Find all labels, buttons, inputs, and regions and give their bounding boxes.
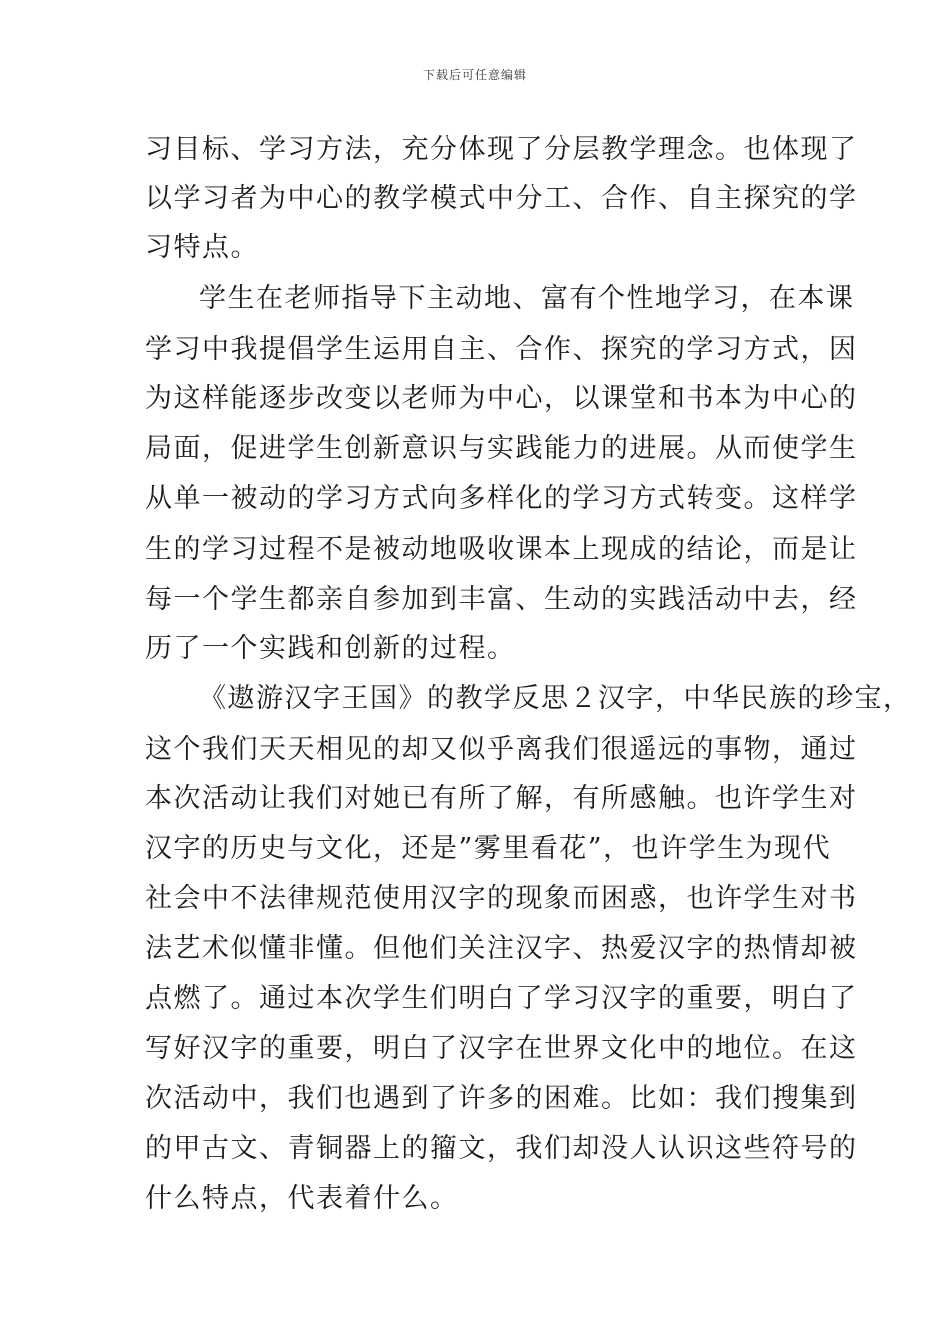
body-line: 写好汉字的重要，明白了汉字在世界文化中的地位。在这 [145, 1033, 858, 1064]
paragraph-first-line: 《遨游汉字王国》的教学反思２汉字，中华民族的珍宝， [199, 683, 912, 714]
body-line: 习特点。 [145, 232, 259, 263]
body-line: 生的学习过程不是被动地吸收课本上现成的结论，而是让 [145, 534, 858, 565]
paragraph-first-line: 学生在老师指导下主动地、富有个性地学习，在本课 [199, 283, 855, 314]
header-note: 下载后可任意编辑 [422, 68, 527, 82]
body-line: 本次活动让我们对她已有所了解，有所感触。也许学生对 [145, 783, 858, 814]
body-line: 每一个学生都亲自参加到丰富、生动的实践活动中去，经 [145, 584, 858, 615]
body-line: 这个我们天天相见的却又似乎离我们很遥远的事物，通过 [145, 734, 858, 765]
body-line: 为这样能逐步改变以老师为中心，以课堂和书本为中心的 [145, 383, 858, 414]
body-line: 从单一被动的学习方式向多样化的学习方式转变。这样学 [145, 483, 858, 514]
body-line: 点燃了。通过本次学生们明白了学习汉字的重要，明白了 [145, 983, 858, 1014]
body-line: 学习中我提倡学生运用自主、合作、探究的学习方式，因 [145, 334, 858, 365]
body-line: 习目标、学习方法，充分体现了分层教学理念。也体现了 [145, 134, 858, 165]
body-line: 局面，促进学生创新意识与实践能力的进展。从而使学生 [145, 433, 858, 464]
body-line: 汉字的历史与文化，还是”雾里看花”，也许学生为现代 [145, 833, 832, 864]
body-line: 的甲古文、青铜器上的籀文，我们却没人认识这些符号的 [145, 1133, 858, 1164]
body-line: 以学习者为中心的教学模式中分工、合作、自主探究的学 [145, 183, 858, 214]
body-line: 什么特点，代表着什么。 [145, 1183, 459, 1214]
body-line: 社会中不法律规范使用汉字的现象而困惑，也许学生对书 [145, 883, 858, 914]
body-line: 法艺术似懂非懂。但他们关注汉字、热爱汉字的热情却被 [145, 933, 858, 964]
body-line: 历了一个实践和创新的过程。 [145, 633, 516, 664]
body-line: 次活动中，我们也遇到了许多的困难。比如：我们搜集到 [145, 1083, 858, 1114]
